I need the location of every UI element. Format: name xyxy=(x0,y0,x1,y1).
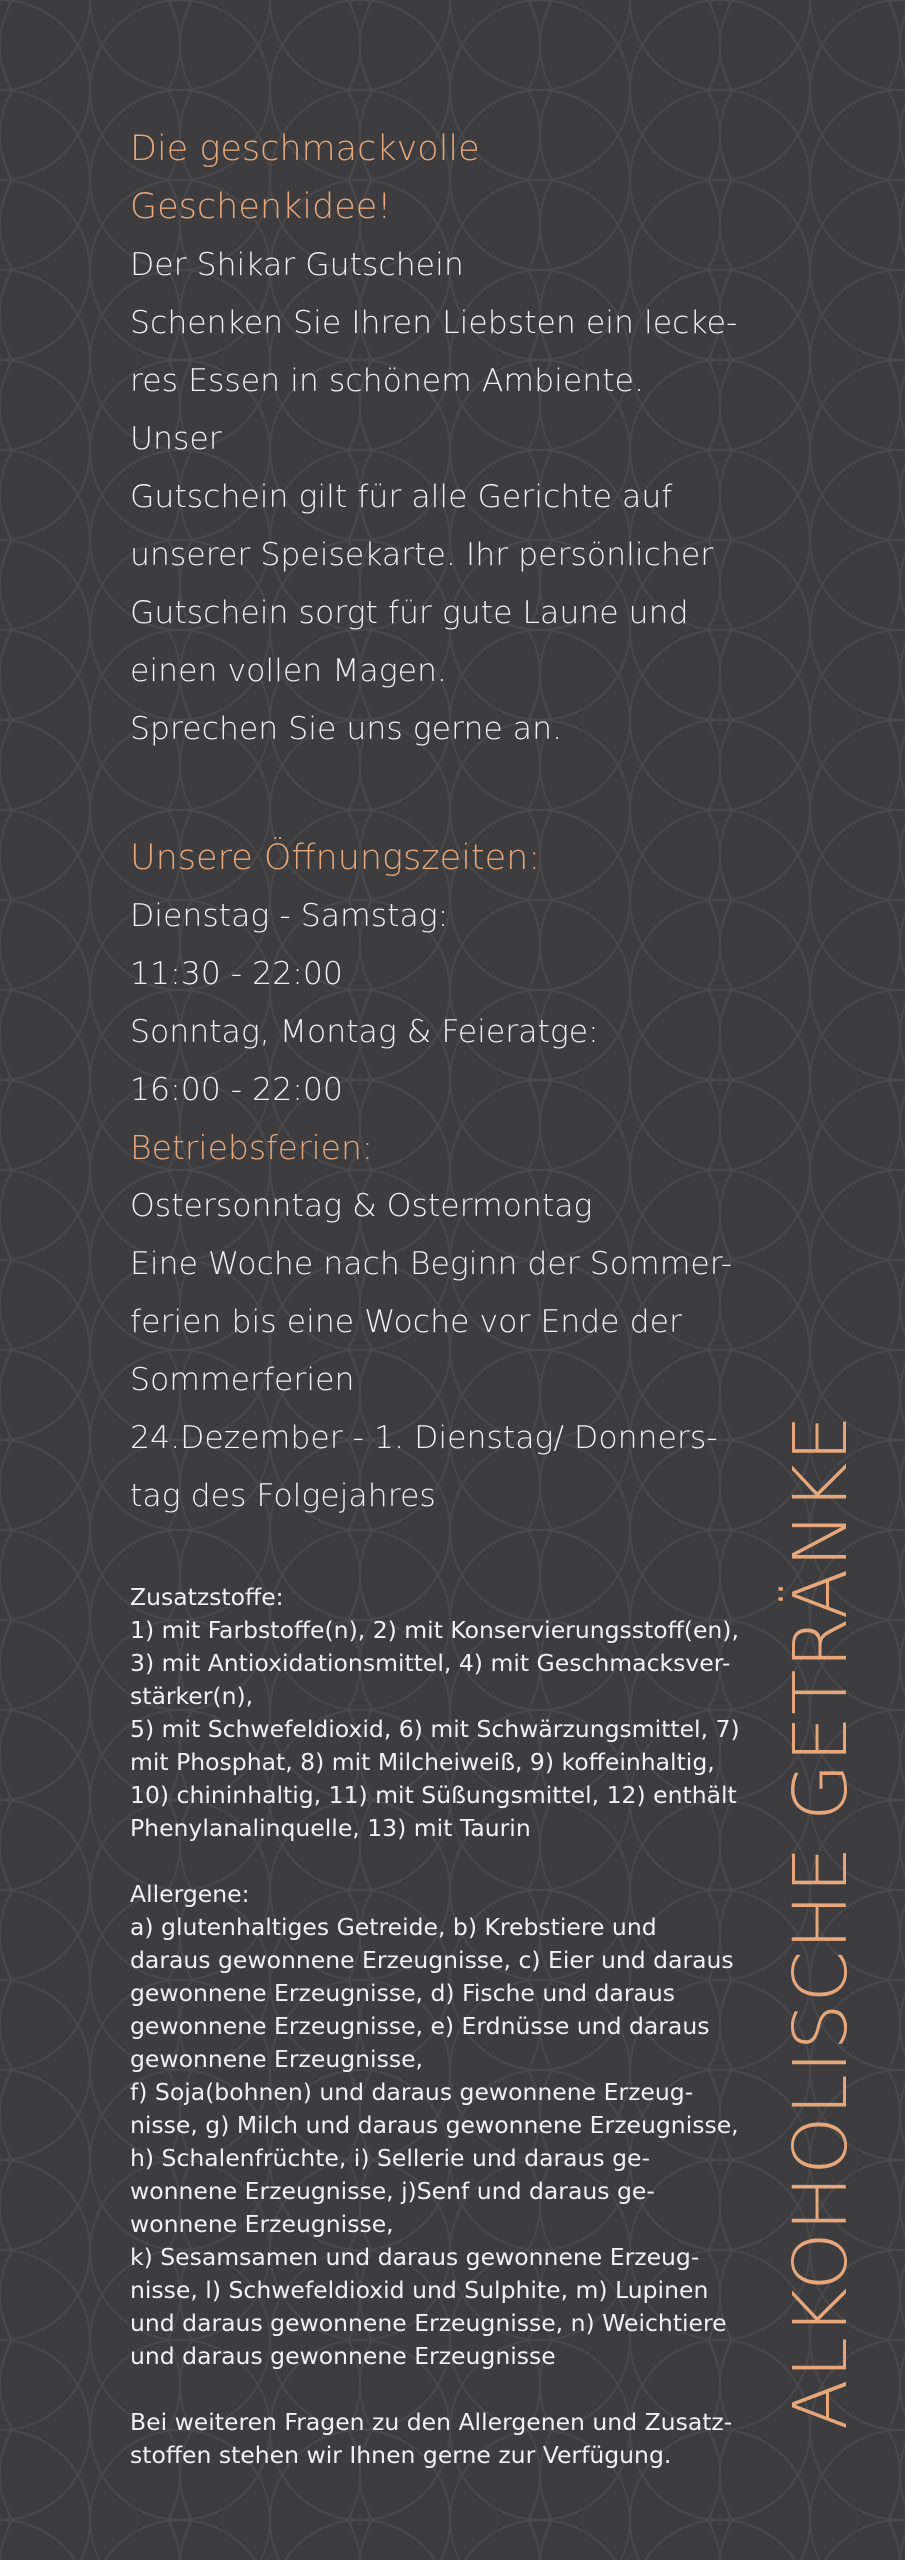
gift-text-line: Der Shikar Gutschein xyxy=(130,247,464,283)
holiday-line: Sommerferien xyxy=(130,1362,355,1398)
allergens-line: wonnene Erzeugnisse, j)Senf und daraus ge- xyxy=(130,2177,655,2205)
additives-line: 5) mit Schwefeldioxid, 6) mit Schwärzungsmittel, 7) xyxy=(130,1715,740,1743)
holiday-line: 24.Dezember - 1. Dienstag/ Donners- xyxy=(130,1420,718,1456)
allergens-line: gewonnene Erzeugnisse, xyxy=(130,2045,423,2073)
gift-text-line: Sprechen Sie uns gerne an. xyxy=(130,711,563,747)
hours-line: Dienstag - Samstag: xyxy=(130,898,449,934)
spacer xyxy=(130,758,745,829)
spacer xyxy=(130,1845,745,1878)
gift-text-line: res Essen in schönem Ambiente. Unser xyxy=(130,363,644,457)
contact-section xyxy=(130,2406,745,2472)
holiday-line: Ostersonntag & Ostermontag xyxy=(130,1188,593,1224)
allergens-line: gewonnene Erzeugnisse, d) Fische und daraus xyxy=(130,1979,676,2007)
contact-line: stoffen stehen wir Ihnen gerne zur Verfügung. xyxy=(130,2441,672,2469)
hours-line: Sonntag, Montag & Feieratge: xyxy=(130,1014,599,1050)
gift-title-line-1: Die geschmackvolle xyxy=(130,129,480,169)
allergens-line: k) Sesamsamen und daraus gewonnene Erzeug- xyxy=(130,2243,700,2271)
allergens-line: und daraus gewonnene Erzeugnisse xyxy=(130,2342,556,2370)
contact-line: Bei weiteren Fragen zu den Allergenen und Zusatz- xyxy=(130,2408,733,2436)
hours-line: 11:30 - 22:00 xyxy=(130,956,343,992)
additives-line: 1) mit Farbstoffe(n), 2) mit Konservierungsstoff(en), xyxy=(130,1616,739,1644)
gift-text-line: Schenken Sie Ihren Liebsten ein lecke- xyxy=(130,305,738,341)
additives-line: Phenylanalinquelle, 13) mit Taurin xyxy=(130,1814,531,1842)
gift-voucher-section xyxy=(130,120,745,758)
vertical-section-title: ALKOHOLISCHE GETRÄNKE xyxy=(778,1413,864,2430)
spacer xyxy=(130,2373,745,2406)
hours-line: 16:00 - 22:00 xyxy=(130,1072,343,1108)
allergens-line: f) Soja(bohnen) und daraus gewonnene Erzeug- xyxy=(130,2078,694,2106)
allergens-line: und daraus gewonnene Erzeugnisse, n) Weichtiere xyxy=(130,2309,727,2337)
additives-line: stärker(n), xyxy=(130,1682,254,1710)
holiday-line: ferien bis eine Woche vor Ende der xyxy=(130,1304,682,1340)
gift-text-line: Gutschein gilt für alle Gerichte auf xyxy=(130,479,673,515)
allergens-line: wonnene Erzeugnisse, xyxy=(130,2210,394,2238)
holidays-title: Betriebsferien: xyxy=(130,1128,374,1167)
opening-hours-section xyxy=(130,829,745,1525)
allergens-line: gewonnene Erzeugnisse, e) Erdnüsse und daraus xyxy=(130,2012,710,2040)
allergens-line: daraus gewonnene Erzeugnisse, c) Eier und daraus xyxy=(130,1946,734,1974)
holiday-line: tag des Folgejahres xyxy=(130,1478,436,1514)
gift-text-line: einen vollen Magen. xyxy=(130,653,447,689)
allergens-line: nisse, l) Schwefeldioxid und Sulphite, m) Lupinen xyxy=(130,2276,709,2304)
holiday-line: Eine Woche nach Beginn der Sommer- xyxy=(130,1246,733,1282)
allergens-heading: Allergene: xyxy=(130,1880,250,1908)
allergens-section xyxy=(130,1878,745,2373)
spacer xyxy=(130,1525,745,1581)
additives-line: 10) chininhaltig, 11) mit Süßungsmittel, 12) enthält xyxy=(130,1781,737,1809)
allergens-line: nisse, g) Milch und daraus gewonnene Erzeugnisse, xyxy=(130,2111,739,2139)
additives-line: mit Phosphat, 8) mit Milcheiweiß, 9) koffeinhaltig, xyxy=(130,1748,715,1776)
menu-page-content xyxy=(130,120,745,2472)
additives-section xyxy=(130,1581,745,1845)
additives-line: 3) mit Antioxidationsmittel, 4) mit Geschmacksver- xyxy=(130,1649,731,1677)
gift-text-line: unserer Speisekarte. Ihr persönlicher xyxy=(130,537,714,573)
additives-heading: Zusatzstoffe: xyxy=(130,1583,284,1611)
allergens-line: a) glutenhaltiges Getreide, b) Krebstiere und xyxy=(130,1913,657,1941)
opening-hours-title: Unsere Öffnungszeiten: xyxy=(130,838,541,878)
allergens-line: h) Schalenfrüchte, i) Sellerie und daraus ge- xyxy=(130,2144,650,2172)
gift-title-line-2: Geschenkidee! xyxy=(130,187,392,227)
gift-text-line: Gutschein sorgt für gute Laune und xyxy=(130,595,689,631)
